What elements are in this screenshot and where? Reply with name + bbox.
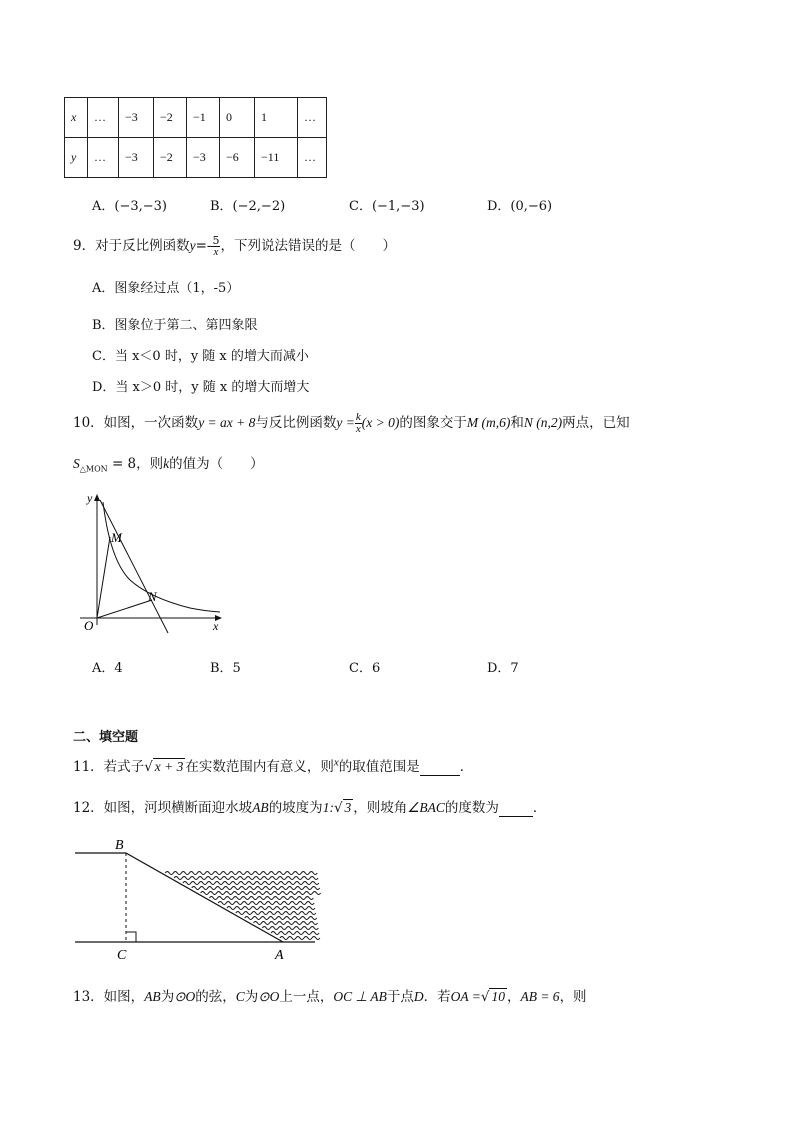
wave-line [209, 897, 313, 900]
table-cell: −3 [187, 138, 220, 178]
table-cell: … [88, 138, 119, 178]
table-cell: −11 [255, 138, 298, 178]
segment-on [97, 600, 152, 618]
q13-oc-perp: OC ⊥ AB [333, 989, 387, 1004]
sqrt-icon: √ [144, 759, 153, 775]
q11-text-b: 在实数范围内有意义，则 [185, 759, 334, 775]
label-c: C [117, 948, 127, 963]
q12-text-c: ，则坡角 [353, 800, 408, 816]
sqrt-icon: √ [333, 800, 343, 816]
q10-and: 和 [510, 415, 524, 431]
table-cell: 1 [255, 98, 298, 138]
q13-ab-length: AB = 6 [520, 989, 560, 1004]
label-n: N [148, 589, 157, 604]
table-cell: −3 [119, 138, 154, 178]
q10-point-m: M (m,6) [466, 415, 511, 430]
label-b: B [115, 838, 124, 853]
slope-ab [126, 853, 283, 942]
question-13 [73, 985, 587, 1005]
wave-line [201, 892, 321, 895]
linear-line [100, 500, 168, 633]
q11-answer-blank[interactable] [420, 759, 460, 776]
wave-line [280, 937, 320, 940]
q9-frac-den: x [213, 246, 219, 258]
q9-frac-num: 5 [212, 234, 220, 247]
value-table [64, 97, 327, 178]
q13-root: 10 [491, 989, 505, 1004]
q12-text-d: 的度数为 [444, 800, 499, 816]
q13-text-f: 于点 [386, 989, 414, 1005]
table-cell: 0 [220, 98, 255, 138]
q13-text-e: 上一点， [279, 989, 334, 1005]
wave-line [174, 877, 318, 880]
q13-point-c: C [235, 989, 245, 1004]
q10-option-a[interactable]: A．4 [92, 661, 123, 676]
table-cell: … [298, 138, 327, 178]
q8-option-d[interactable]: D．(0,−6) [487, 199, 553, 214]
wave-line [245, 917, 317, 920]
q9-option-b[interactable]: B．图象位于第二、第四象限 [92, 318, 258, 333]
right-angle-mark [126, 932, 136, 942]
table-cell: … [88, 98, 119, 138]
q12-end: ． [532, 800, 547, 816]
q12-figure [70, 835, 330, 965]
table-cell: … [298, 98, 327, 138]
label-o: O [84, 618, 94, 633]
table-row [65, 138, 327, 178]
wave-line [227, 907, 315, 910]
water-pattern [165, 872, 320, 940]
q9-suffix: ，下列说法错误的是（ ） [220, 238, 396, 254]
wave-line [192, 887, 320, 890]
table-cell: x [65, 98, 88, 138]
q13-point-d: D [413, 989, 424, 1004]
q12-ab: AB [252, 800, 269, 815]
q10-fraction [355, 412, 362, 435]
table-cell: −3 [119, 98, 154, 138]
q12-root: 3 [344, 800, 352, 815]
q11-text-c: 的取值范围是 [338, 759, 420, 775]
q10-text-d: 两点，已知 [562, 415, 630, 431]
q12-text-a: 12．如图，河坝横断面迎水坡 [73, 800, 253, 816]
q10-point-n: N (n,2) [523, 415, 563, 430]
q9-option-d[interactable]: D．当 x＞0 时，y 随 x 的增大而增大 [92, 380, 310, 395]
q12-angle: ∠BAC [407, 800, 445, 815]
q8-option-b[interactable]: B．(−2,−2) [210, 199, 286, 214]
q10-text-a: 10．如图，一次函数 [73, 415, 199, 431]
q9-option-c[interactable]: C．当 x＜0 时，y 随 x 的增大而减小 [92, 349, 309, 364]
segment-om [97, 537, 110, 618]
q11-radicand: x + 3 [154, 759, 184, 774]
q10-area-eq: = 8，则 [107, 456, 164, 472]
q13-circle-2: ⊙O [258, 989, 280, 1004]
q10-linear-eq: y = ax + 8 [198, 415, 256, 430]
label-m: M [111, 530, 122, 545]
sqrt-icon: √ [480, 989, 490, 1005]
q8-option-c[interactable]: C．(−1,−3) [349, 199, 425, 214]
label-a: A [275, 948, 284, 963]
wave-line [218, 902, 314, 905]
q10-option-c[interactable]: C．6 [349, 661, 381, 676]
q13-oa: OA = [450, 989, 481, 1004]
q10-inverse-eq: y = [336, 415, 355, 430]
q13-text-i: ，则 [559, 989, 587, 1005]
table-cell: −2 [154, 98, 187, 138]
q10-text-b: 与反比例函数 [255, 415, 337, 431]
q13-text-c: 的弦， [195, 989, 236, 1005]
q10-option-b[interactable]: B．5 [210, 661, 241, 676]
q10-frac-den: x [355, 423, 361, 435]
hyperbola-curve [103, 502, 220, 612]
q10-area-sub: △MON [79, 464, 108, 474]
wave-line [236, 912, 316, 915]
q10-line2 [73, 452, 264, 474]
wave-line [183, 882, 319, 885]
q10-frac-num: k [355, 411, 361, 423]
table-cell: −1 [187, 98, 220, 138]
q13-text-a: 13．如图， [73, 989, 145, 1005]
question-12 [73, 796, 546, 817]
section-heading: 二、填空题 [73, 730, 139, 745]
q8-option-a[interactable]: A．(−3,−3) [92, 199, 167, 214]
q10-text-c: 的图象交于 [399, 415, 467, 431]
q11-x: x [333, 756, 339, 769]
q13-ab: AB [144, 989, 161, 1004]
q13-text-h: ， [506, 989, 521, 1005]
question-11 [73, 755, 473, 776]
q10-k: k [163, 456, 170, 471]
q10-condition: (x > 0) [361, 415, 400, 430]
wave-line [254, 922, 318, 925]
table-cell: −2 [154, 138, 187, 178]
q10-area-s: S [73, 456, 80, 471]
q12-answer-blank[interactable] [499, 800, 533, 817]
table-row [65, 98, 327, 138]
q13-circle: ⊙O [174, 989, 196, 1004]
q9-option-a[interactable]: A．图象经过点（1，-5） [92, 281, 240, 296]
table-cell: −6 [220, 138, 255, 178]
wave-line [165, 872, 317, 875]
q11-text-a: 11．若式子 [73, 759, 145, 775]
q9-var-y: y [189, 238, 196, 253]
q13-text-g: ．若 [423, 989, 451, 1005]
q12-text-b: 的坡度为 [268, 800, 323, 816]
label-x: x [213, 619, 219, 633]
label-y: y [87, 491, 93, 505]
question-9 [73, 234, 396, 258]
q9-eq: =- [195, 238, 212, 254]
y-axis-arrow [94, 494, 100, 501]
q10-option-d[interactable]: D．7 [487, 661, 519, 676]
wave-line [271, 932, 319, 935]
q11-end: ． [459, 759, 474, 775]
question-10 [73, 411, 630, 435]
q10-text-end: 的值为（ ） [169, 456, 264, 472]
q13-text-d: 为 [244, 989, 259, 1005]
table-cell: y [65, 138, 88, 178]
q12-ratio: 1: [322, 800, 334, 815]
q9-prefix: 9．对于反比例函数 [73, 238, 190, 254]
q13-text-b: 为 [160, 989, 175, 1005]
wave-line [262, 927, 318, 930]
q10-figure [70, 490, 230, 640]
